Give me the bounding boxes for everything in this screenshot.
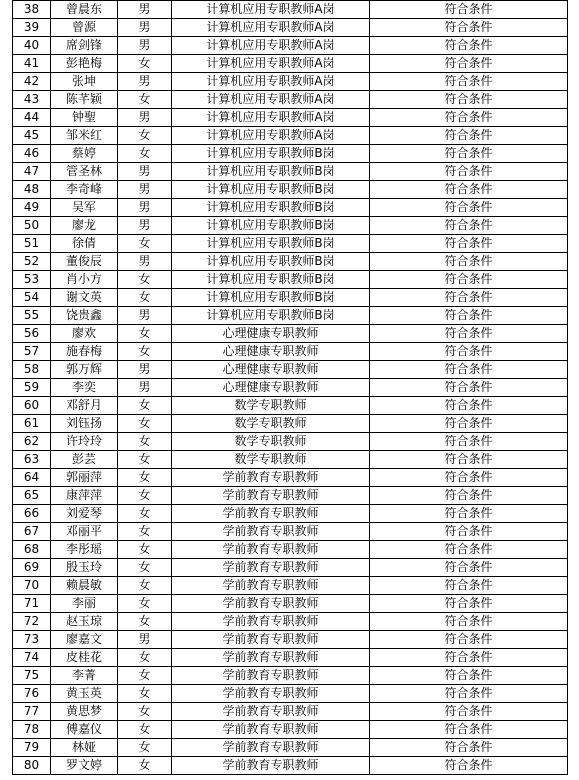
row-number-cell: 76 [13, 685, 51, 703]
result-cell: 符合条件 [370, 559, 568, 577]
position-cell: 心理健康专职教师 [172, 379, 370, 397]
table-row [13, 199, 568, 217]
result-cell: 符合条件 [370, 307, 568, 325]
row-number-cell: 60 [13, 397, 51, 415]
row-number-cell: 44 [13, 109, 51, 127]
result-cell: 符合条件 [370, 505, 568, 523]
table-row [13, 55, 568, 73]
gender-cell: 女 [118, 739, 172, 757]
result-cell: 符合条件 [370, 19, 568, 37]
table-row [13, 469, 568, 487]
name-cell: 罗文婷 [51, 757, 118, 775]
result-cell: 符合条件 [370, 577, 568, 595]
table-row [13, 235, 568, 253]
gender-cell: 男 [118, 181, 172, 199]
name-cell: 廖嘉文 [51, 631, 118, 649]
name-cell: 傅嘉仪 [51, 721, 118, 739]
gender-cell: 男 [118, 307, 172, 325]
position-cell: 学前教育专职教师 [172, 559, 370, 577]
row-number-cell: 43 [13, 91, 51, 109]
position-cell: 学前教育专职教师 [172, 577, 370, 595]
gender-cell: 男 [118, 361, 172, 379]
gender-cell: 女 [118, 289, 172, 307]
result-cell: 符合条件 [370, 181, 568, 199]
gender-cell: 女 [118, 343, 172, 361]
table-row [13, 379, 568, 397]
name-cell: 谢文英 [51, 289, 118, 307]
gender-cell: 女 [118, 145, 172, 163]
row-number-cell: 63 [13, 451, 51, 469]
table-row [13, 541, 568, 559]
result-cell: 符合条件 [370, 199, 568, 217]
row-number-cell: 77 [13, 703, 51, 721]
result-cell: 符合条件 [370, 469, 568, 487]
gender-cell: 女 [118, 91, 172, 109]
gender-cell: 男 [118, 199, 172, 217]
position-cell: 学前教育专职教师 [172, 739, 370, 757]
gender-cell: 男 [118, 19, 172, 37]
result-cell: 符合条件 [370, 595, 568, 613]
row-number-cell: 53 [13, 271, 51, 289]
row-number-cell: 62 [13, 433, 51, 451]
name-cell: 徐倩 [51, 235, 118, 253]
result-cell: 符合条件 [370, 127, 568, 145]
row-number-cell: 40 [13, 37, 51, 55]
table-row [13, 523, 568, 541]
position-cell: 计算机应用专职教师B岗 [172, 199, 370, 217]
table-body [13, 1, 568, 775]
name-cell: 李奇峰 [51, 181, 118, 199]
result-cell: 符合条件 [370, 325, 568, 343]
position-cell: 计算机应用专职教师B岗 [172, 289, 370, 307]
name-cell: 邓舒月 [51, 397, 118, 415]
position-cell: 计算机应用专职教师A岗 [172, 127, 370, 145]
gender-cell: 男 [118, 73, 172, 91]
gender-cell: 女 [118, 559, 172, 577]
position-cell: 学前教育专职教师 [172, 631, 370, 649]
gender-cell: 女 [118, 595, 172, 613]
result-cell: 符合条件 [370, 271, 568, 289]
name-cell: 李丽 [51, 595, 118, 613]
name-cell: 李彤瑶 [51, 541, 118, 559]
position-cell: 学前教育专职教师 [172, 595, 370, 613]
gender-cell: 女 [118, 577, 172, 595]
name-cell: 张坤 [51, 73, 118, 91]
table-row [13, 37, 568, 55]
position-cell: 计算机应用专职教师A岗 [172, 55, 370, 73]
row-number-cell: 79 [13, 739, 51, 757]
result-cell: 符合条件 [370, 631, 568, 649]
result-cell: 符合条件 [370, 1, 568, 19]
result-cell: 符合条件 [370, 397, 568, 415]
name-cell: 殷玉玲 [51, 559, 118, 577]
table-row [13, 253, 568, 271]
gender-cell: 女 [118, 649, 172, 667]
position-cell: 计算机应用专职教师B岗 [172, 163, 370, 181]
row-number-cell: 75 [13, 667, 51, 685]
result-cell: 符合条件 [370, 73, 568, 91]
table-row [13, 289, 568, 307]
result-cell: 符合条件 [370, 235, 568, 253]
row-number-cell: 70 [13, 577, 51, 595]
gender-cell: 女 [118, 433, 172, 451]
table-row [13, 415, 568, 433]
position-cell: 计算机应用专职教师B岗 [172, 181, 370, 199]
name-cell: 廖龙 [51, 217, 118, 235]
row-number-cell: 39 [13, 19, 51, 37]
name-cell: 皮桂花 [51, 649, 118, 667]
gender-cell: 女 [118, 271, 172, 289]
result-cell: 符合条件 [370, 451, 568, 469]
gender-cell: 女 [118, 505, 172, 523]
table-row [13, 631, 568, 649]
name-cell: 曾晨东 [51, 1, 118, 19]
result-cell: 符合条件 [370, 379, 568, 397]
row-number-cell: 67 [13, 523, 51, 541]
table-row [13, 613, 568, 631]
result-cell: 符合条件 [370, 55, 568, 73]
gender-cell: 女 [118, 703, 172, 721]
result-cell: 符合条件 [370, 289, 568, 307]
position-cell: 心理健康专职教师 [172, 343, 370, 361]
result-cell: 符合条件 [370, 217, 568, 235]
result-cell: 符合条件 [370, 721, 568, 739]
row-number-cell: 46 [13, 145, 51, 163]
name-cell: 邹米红 [51, 127, 118, 145]
result-cell: 符合条件 [370, 361, 568, 379]
candidate-table [12, 0, 568, 775]
table-row [13, 739, 568, 757]
table-row [13, 757, 568, 775]
gender-cell: 女 [118, 451, 172, 469]
gender-cell: 女 [118, 397, 172, 415]
position-cell: 学前教育专职教师 [172, 649, 370, 667]
table-row [13, 91, 568, 109]
gender-cell: 女 [118, 55, 172, 73]
row-number-cell: 71 [13, 595, 51, 613]
table-row [13, 667, 568, 685]
row-number-cell: 51 [13, 235, 51, 253]
position-cell: 学前教育专职教师 [172, 757, 370, 775]
name-cell: 郭丽萍 [51, 469, 118, 487]
name-cell: 康萍萍 [51, 487, 118, 505]
table-row [13, 145, 568, 163]
result-cell: 符合条件 [370, 739, 568, 757]
table-row [13, 559, 568, 577]
name-cell: 赖晨敏 [51, 577, 118, 595]
name-cell: 邓丽平 [51, 523, 118, 541]
name-cell: 李菁 [51, 667, 118, 685]
row-number-cell: 69 [13, 559, 51, 577]
table-row [13, 397, 568, 415]
row-number-cell: 49 [13, 199, 51, 217]
position-cell: 数学专职教师 [172, 415, 370, 433]
result-cell: 符合条件 [370, 685, 568, 703]
position-cell: 计算机应用专职教师B岗 [172, 307, 370, 325]
gender-cell: 男 [118, 37, 172, 55]
row-number-cell: 65 [13, 487, 51, 505]
gender-cell: 女 [118, 415, 172, 433]
row-number-cell: 78 [13, 721, 51, 739]
position-cell: 学前教育专职教师 [172, 685, 370, 703]
row-number-cell: 47 [13, 163, 51, 181]
row-number-cell: 72 [13, 613, 51, 631]
gender-cell: 男 [118, 379, 172, 397]
result-cell: 符合条件 [370, 613, 568, 631]
gender-cell: 男 [118, 109, 172, 127]
row-number-cell: 64 [13, 469, 51, 487]
table-row [13, 649, 568, 667]
position-cell: 学前教育专职教师 [172, 469, 370, 487]
result-cell: 符合条件 [370, 145, 568, 163]
result-cell: 符合条件 [370, 523, 568, 541]
position-cell: 计算机应用专职教师A岗 [172, 37, 370, 55]
position-cell: 计算机应用专职教师A岗 [172, 19, 370, 37]
table-row [13, 109, 568, 127]
name-cell: 赵玉琼 [51, 613, 118, 631]
table-row [13, 721, 568, 739]
position-cell: 计算机应用专职教师B岗 [172, 271, 370, 289]
position-cell: 计算机应用专职教师B岗 [172, 145, 370, 163]
name-cell: 陈芊颖 [51, 91, 118, 109]
table-row [13, 577, 568, 595]
table-row [13, 343, 568, 361]
table-row [13, 325, 568, 343]
row-number-cell: 41 [13, 55, 51, 73]
gender-cell: 女 [118, 523, 172, 541]
row-number-cell: 74 [13, 649, 51, 667]
table-row [13, 271, 568, 289]
row-number-cell: 42 [13, 73, 51, 91]
name-cell: 蔡婷 [51, 145, 118, 163]
row-number-cell: 52 [13, 253, 51, 271]
name-cell: 董俊辰 [51, 253, 118, 271]
result-cell: 符合条件 [370, 757, 568, 775]
position-cell: 计算机应用专职教师B岗 [172, 235, 370, 253]
gender-cell: 女 [118, 613, 172, 631]
position-cell: 学前教育专职教师 [172, 523, 370, 541]
result-cell: 符合条件 [370, 91, 568, 109]
position-cell: 计算机应用专职教师A岗 [172, 91, 370, 109]
table-row [13, 163, 568, 181]
name-cell: 刘爱琴 [51, 505, 118, 523]
position-cell: 学前教育专职教师 [172, 505, 370, 523]
gender-cell: 女 [118, 685, 172, 703]
result-cell: 符合条件 [370, 163, 568, 181]
table-row [13, 1, 568, 19]
table-row [13, 217, 568, 235]
row-number-cell: 58 [13, 361, 51, 379]
position-cell: 心理健康专职教师 [172, 361, 370, 379]
position-cell: 数学专职教师 [172, 397, 370, 415]
position-cell: 学前教育专职教师 [172, 487, 370, 505]
table-row [13, 703, 568, 721]
row-number-cell: 61 [13, 415, 51, 433]
table-row [13, 307, 568, 325]
name-cell: 彭芸 [51, 451, 118, 469]
result-cell: 符合条件 [370, 415, 568, 433]
name-cell: 刘钰扬 [51, 415, 118, 433]
row-number-cell: 73 [13, 631, 51, 649]
gender-cell: 男 [118, 163, 172, 181]
name-cell: 黄思梦 [51, 703, 118, 721]
position-cell: 计算机应用专职教师A岗 [172, 109, 370, 127]
gender-cell: 女 [118, 757, 172, 775]
row-number-cell: 38 [13, 1, 51, 19]
gender-cell: 女 [118, 541, 172, 559]
name-cell: 管圣林 [51, 163, 118, 181]
position-cell: 计算机应用专职教师B岗 [172, 253, 370, 271]
position-cell: 学前教育专职教师 [172, 667, 370, 685]
table-row [13, 19, 568, 37]
row-number-cell: 59 [13, 379, 51, 397]
table-row [13, 433, 568, 451]
result-cell: 符合条件 [370, 343, 568, 361]
gender-cell: 女 [118, 469, 172, 487]
name-cell: 彭艳梅 [51, 55, 118, 73]
name-cell: 施春梅 [51, 343, 118, 361]
table-row [13, 487, 568, 505]
table-row [13, 505, 568, 523]
name-cell: 许玲玲 [51, 433, 118, 451]
row-number-cell: 56 [13, 325, 51, 343]
position-cell: 学前教育专职教师 [172, 721, 370, 739]
position-cell: 学前教育专职教师 [172, 703, 370, 721]
gender-cell: 女 [118, 487, 172, 505]
position-cell: 计算机应用专职教师A岗 [172, 73, 370, 91]
table-row [13, 451, 568, 469]
name-cell: 钟聖 [51, 109, 118, 127]
position-cell: 计算机应用专职教师B岗 [172, 217, 370, 235]
gender-cell: 男 [118, 631, 172, 649]
result-cell: 符合条件 [370, 433, 568, 451]
result-cell: 符合条件 [370, 667, 568, 685]
table-row [13, 127, 568, 145]
gender-cell: 男 [118, 1, 172, 19]
name-cell: 黄玉英 [51, 685, 118, 703]
result-cell: 符合条件 [370, 649, 568, 667]
position-cell: 学前教育专职教师 [172, 541, 370, 559]
row-number-cell: 55 [13, 307, 51, 325]
name-cell: 林娅 [51, 739, 118, 757]
position-cell: 数学专职教师 [172, 433, 370, 451]
row-number-cell: 48 [13, 181, 51, 199]
name-cell: 吴军 [51, 199, 118, 217]
position-cell: 数学专职教师 [172, 451, 370, 469]
table-row [13, 73, 568, 91]
row-number-cell: 45 [13, 127, 51, 145]
gender-cell: 男 [118, 217, 172, 235]
result-cell: 符合条件 [370, 703, 568, 721]
gender-cell: 女 [118, 325, 172, 343]
result-cell: 符合条件 [370, 253, 568, 271]
name-cell: 廖欢 [51, 325, 118, 343]
table-row [13, 595, 568, 613]
result-cell: 符合条件 [370, 37, 568, 55]
row-number-cell: 68 [13, 541, 51, 559]
name-cell: 饶贵鑫 [51, 307, 118, 325]
gender-cell: 女 [118, 721, 172, 739]
name-cell: 肖小方 [51, 271, 118, 289]
row-number-cell: 50 [13, 217, 51, 235]
position-cell: 计算机应用专职教师A岗 [172, 1, 370, 19]
name-cell: 曾源 [51, 19, 118, 37]
name-cell: 郭万辉 [51, 361, 118, 379]
position-cell: 心理健康专职教师 [172, 325, 370, 343]
row-number-cell: 80 [13, 757, 51, 775]
result-cell: 符合条件 [370, 109, 568, 127]
position-cell: 学前教育专职教师 [172, 613, 370, 631]
name-cell: 席剑锋 [51, 37, 118, 55]
gender-cell: 男 [118, 253, 172, 271]
row-number-cell: 57 [13, 343, 51, 361]
row-number-cell: 54 [13, 289, 51, 307]
result-cell: 符合条件 [370, 541, 568, 559]
gender-cell: 女 [118, 127, 172, 145]
gender-cell: 女 [118, 235, 172, 253]
gender-cell: 女 [118, 667, 172, 685]
table-row [13, 361, 568, 379]
table-row [13, 685, 568, 703]
table-row [13, 181, 568, 199]
row-number-cell: 66 [13, 505, 51, 523]
result-cell: 符合条件 [370, 487, 568, 505]
name-cell: 李奕 [51, 379, 118, 397]
